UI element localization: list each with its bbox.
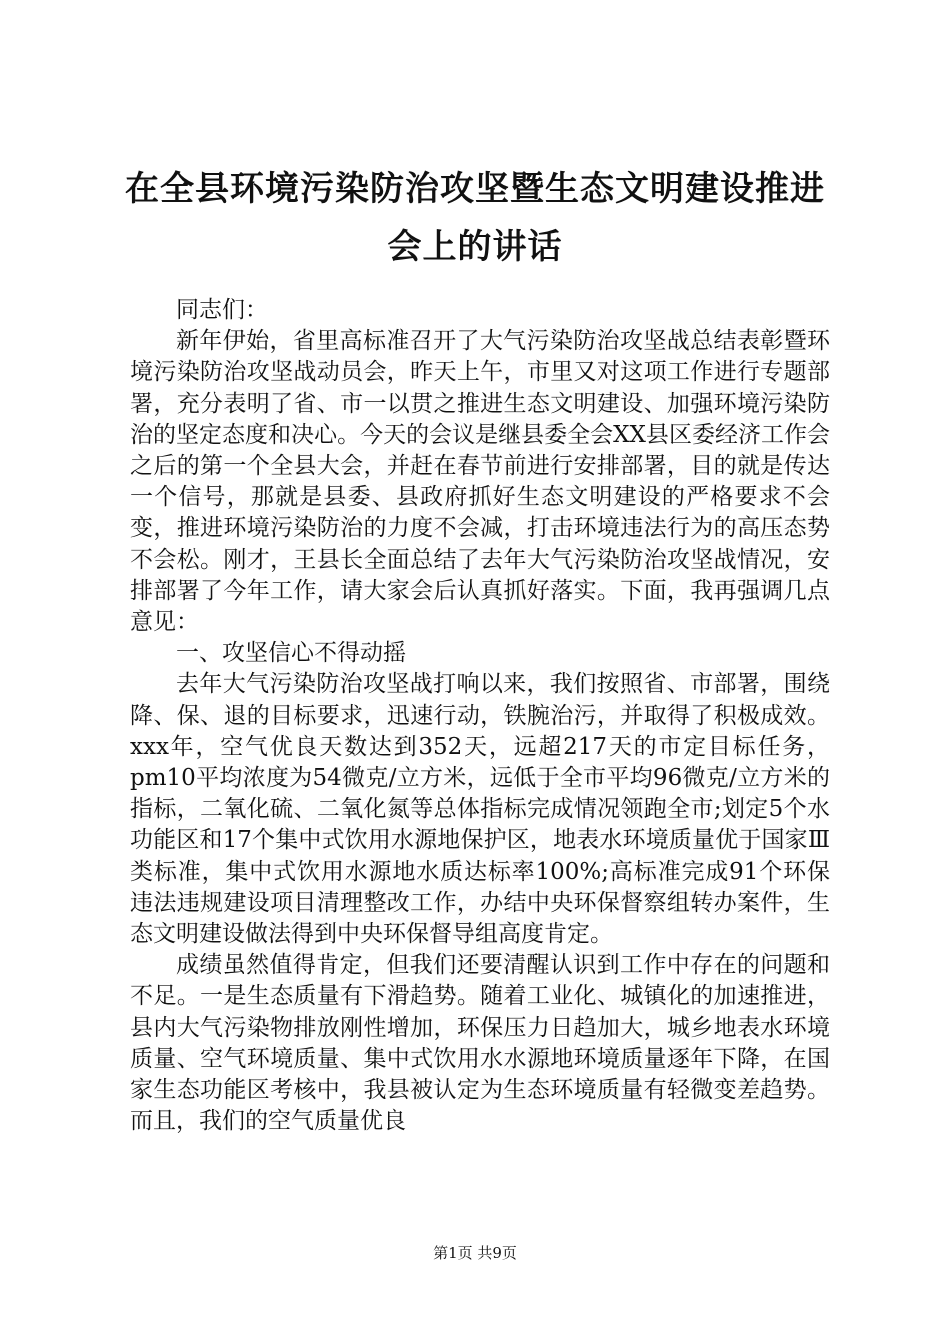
salutation: 同志们： [176,297,268,323]
paragraph-problems: 成绩虽然值得肯定，但我们还要清醒认识到工作中存在的问题和不足。一是生态质量有下滑趋势。随着工业化、城镇化的加速推进，县内大气污染物排放刚性增加，环保压力日趋加大，城乡地表水环境质量、空气环境质量、集中式饮用水水源地环境质量逐年下降，在国家生态功能区考核中，我县被认定为生态环境质量有轻微变差趋势。而且，我们的空气质量优良 [130,952,830,1135]
paragraph-intro: 新年伊始，省里高标准召开了大气污染防治攻坚战总结表彰暨环境污染防治攻坚战动员会，昨天上午，市里又对这项工作进行专题部署，充分表明了省、市一以贯之推进生态文明建设、加强环境污染防治的坚定态度和决心。今天的会议是继县委全会XX县区委经济工作会之后的第一个全县大会，并赶在春节前进行安排部署，目的就是传达一个信号，那就是县委、县政府抓好生态文明建设的严格要求不会变，推进环境污染防治的力度不会减，打击环境违法行为的高压态势不会松。刚才，王县长全面总结了去年大气污染防治攻坚战情况，安排部署了今年工作，请大家会后认真抓好落实。下面，我再强调几点意见： [130,328,830,636]
title-line-2: 会上的讲话 [387,227,563,267]
document-body [130,295,830,1137]
title-line-1: 在全县环境污染防治攻坚暨生态文明建设推进 [125,169,825,209]
document-title [110,160,840,276]
paragraph-achievements: 去年大气污染防治攻坚战打响以来，我们按照省、市部署，围绕降、保、退的目标要求，迅速行动，铁腕治污，并取得了积极成效。xxx年，空气优良天数达到352天，远超217天的市定目标任务，pm10平均浓度为54微克/立方米，远低于全市平均96微克/立方米的指标，二氧化硫、二氧化氮等总体指标完成情况领跑全市;划定5个水功能区和17个集中式饮用水源地保护区，地表水环境质量优于国家Ⅲ类标准，集中式饮用水源地水质达标率100%;高标准完成91个环保违法违规建设项目清理整改工作，办结中央环保督察组转办案件，生态文明建设做法得到中央环保督导组高度肯定。 [130,671,830,948]
section-heading-1: 一、攻坚信心不得动摇 [176,640,406,667]
page-number-footer: 第1页 共9页 [433,1244,517,1262]
